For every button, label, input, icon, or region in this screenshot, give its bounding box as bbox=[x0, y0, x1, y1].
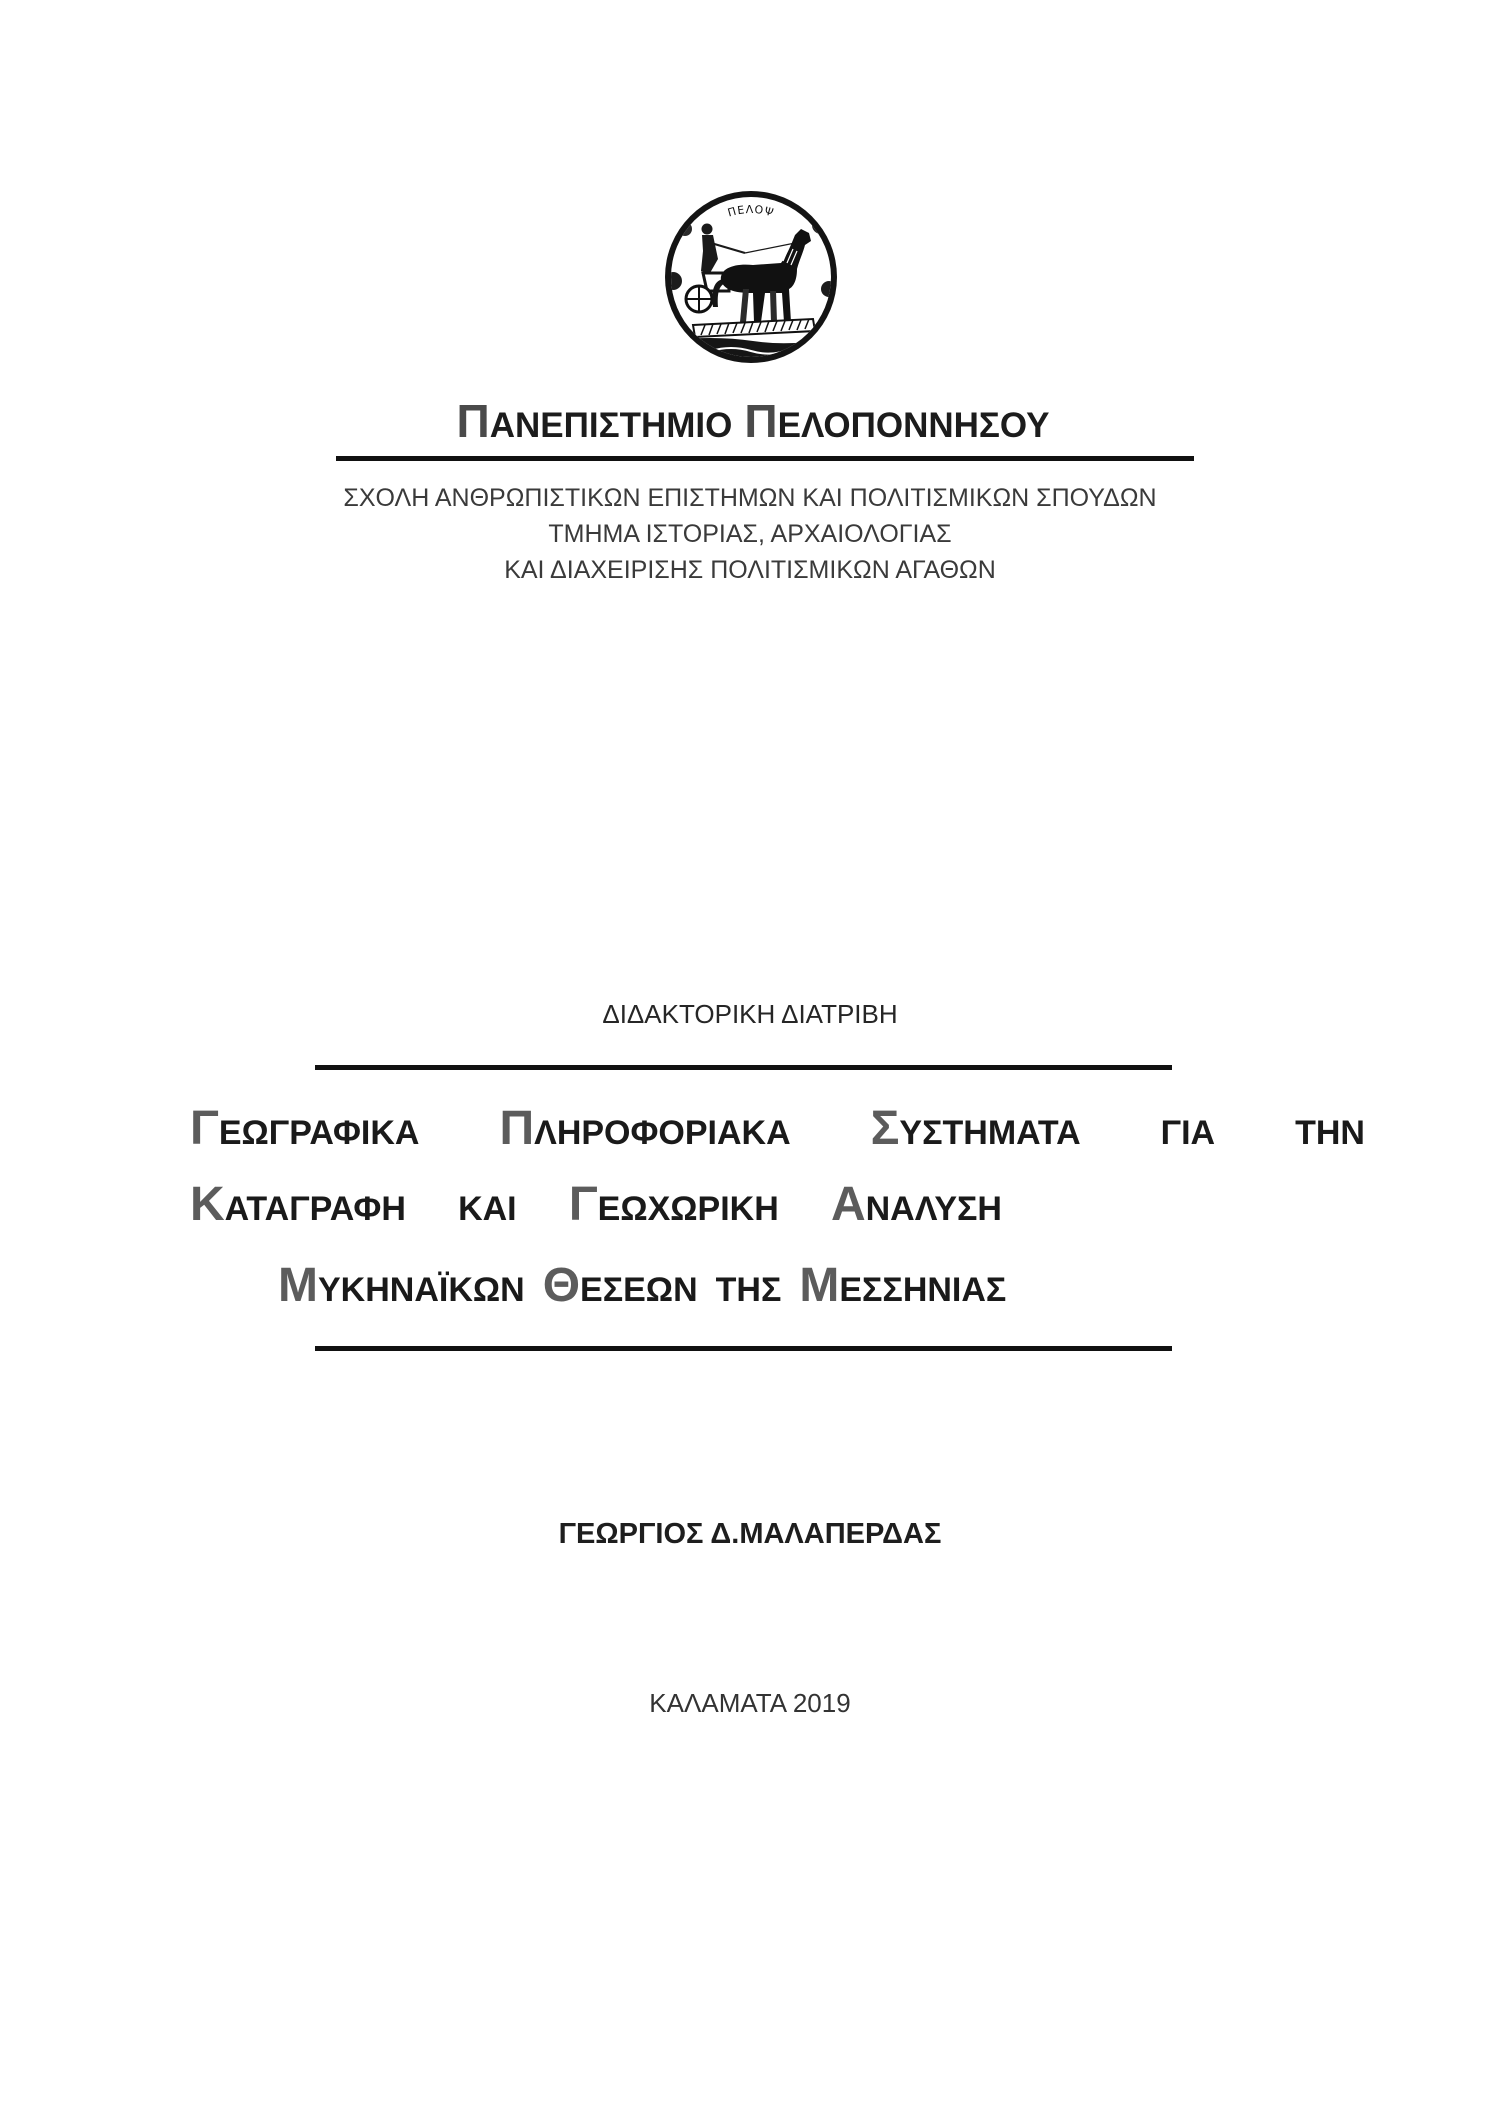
thesis-title-line bbox=[278, 1259, 1007, 1322]
title-word: ΓΕΩΓΡΑΦΙΚΑ bbox=[190, 1102, 420, 1155]
title-word: ΣΥΣΤΗΜΑΤΑ bbox=[870, 1102, 1081, 1155]
title-word: ΑΝΑΛΥΣΗ bbox=[830, 1178, 1002, 1231]
title-word: ΤΗΝ bbox=[1295, 1114, 1365, 1152]
title-word: ΘΕΣΕΩΝ bbox=[542, 1259, 698, 1312]
thesis-title-line bbox=[190, 1178, 1002, 1241]
school-name: ΣΧΟΛΗ ΑΝΘΡΩΠΙΣΤΙΚΩΝ ΕΠΙΣΤΗΜΩΝ ΚΑΙ ΠΟΛΙΤΙΣΜΙΚΩΝ ΣΠΟΥΔΩΝ bbox=[343, 484, 1157, 512]
title-word: ΓΕΩΧΩΡΙΚΗ bbox=[568, 1178, 779, 1231]
author-name: ΓΕΩΡΓΙΟΣ Δ.ΜΑΛΑΠΕΡΔΑΣ bbox=[558, 1518, 942, 1550]
university-name-word: ΠΑΝΕΠΙΣΤΗΜΙΟ bbox=[456, 395, 733, 447]
title-word: ΚΑΙ bbox=[458, 1190, 517, 1228]
university-seal bbox=[663, 189, 839, 365]
title-word: ΓΙΑ bbox=[1160, 1114, 1216, 1152]
header-rule bbox=[336, 456, 1194, 461]
title-rule-top bbox=[315, 1065, 1172, 1070]
title-word: ΚΑΤΑΓΡΑΦΗ bbox=[190, 1178, 406, 1231]
department-name-line-1: ΤΜΗΜΑ ΙΣΤΟΡΙΑΣ, ΑΡΧΑΙΟΛΟΓΙΑΣ bbox=[548, 520, 952, 548]
university-name bbox=[253, 395, 1253, 447]
title-word: ΜΥΚΗΝΑΪΚΩΝ bbox=[278, 1259, 525, 1312]
thesis-title-line bbox=[190, 1102, 1365, 1165]
place-and-year: ΚΑΛΑΜΑΤΑ 2019 bbox=[649, 1688, 851, 1718]
second-horse-leg bbox=[770, 291, 777, 322]
title-word: ΤΗΣ bbox=[715, 1271, 782, 1309]
document-type: ΔΙΔΑΚΤΟΡΙΚΗ ΔΙΑΤΡΙΒΗ bbox=[602, 999, 898, 1029]
title-word: ΜΕΣΣΗΝΙΑΣ bbox=[799, 1259, 1007, 1312]
title-rule-bottom bbox=[315, 1346, 1172, 1351]
department-block bbox=[250, 480, 1250, 588]
title-word: ΠΛΗΡΟΦΟΡΙΑΚΑ bbox=[499, 1102, 791, 1155]
chariot-wheel bbox=[686, 286, 712, 312]
seal-inscription: ΠΕΛΟΨ bbox=[726, 202, 776, 220]
department-name-line-2: ΚΑΙ ΔΙΑΧΕΙΡΙΣΗΣ ΠΟΛΙΤΙΣΜΙΚΩΝ ΑΓΑΘΩΝ bbox=[504, 556, 996, 584]
university-name-word: ΠΕΛΟΠΟΝΝΗΣΟΥ bbox=[744, 395, 1050, 447]
